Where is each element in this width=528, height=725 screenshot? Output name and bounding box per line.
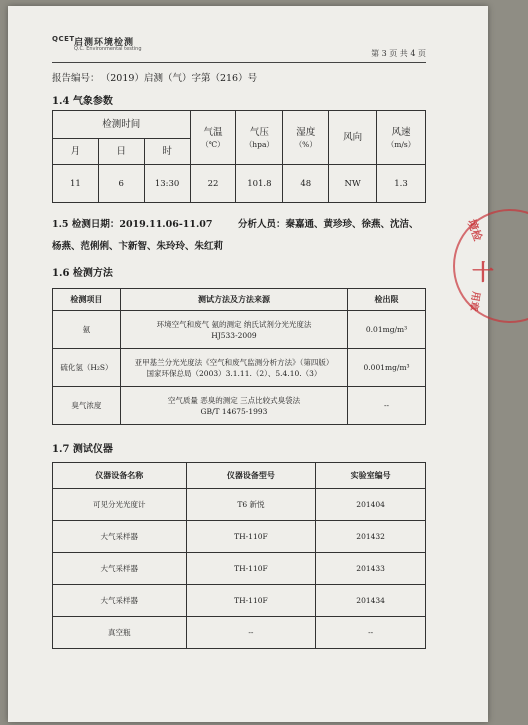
instrument-name: 大气采样器 [53, 553, 187, 585]
page-header [52, 34, 426, 58]
table-row [53, 585, 426, 617]
weather-header-day: 日 [98, 139, 144, 165]
instrument-lab-no: 201434 [316, 585, 426, 617]
logo-text: QCET [52, 35, 75, 43]
instrument-model: T6 新悦 [186, 489, 316, 521]
report-number-label: 报告编号： [52, 73, 100, 84]
method-limit: 0.001mg/m³ [348, 349, 426, 387]
document-page [8, 6, 495, 722]
instruments-header-lab-no: 实验室编号 [316, 463, 426, 489]
company-name-en: Q.C. Environmental testing [74, 46, 142, 52]
weather-header-wind-speed: 风速 （m/s） [377, 111, 426, 165]
table-row [53, 553, 426, 585]
weather-header-pressure: 气压 （hpa） [236, 111, 283, 165]
method-limit: -- [348, 387, 426, 425]
weather-header-time: 检测时间 [53, 111, 191, 139]
page-indicator: 第 3 页 共 4 页 [371, 49, 426, 58]
weather-cell-wind-dir: NW [329, 165, 377, 203]
section-title-methods: 1.6 检测方法 [52, 268, 113, 279]
method-item: 硫化氢（H₂S） [53, 349, 121, 387]
instrument-lab-no: 201433 [316, 553, 426, 585]
table-row [53, 349, 426, 387]
report-number [52, 70, 257, 84]
instruments-header-model: 仪器设备型号 [186, 463, 316, 489]
table-row [53, 387, 426, 425]
weather-header-wind-dir: 风向 [329, 111, 377, 165]
table-row [53, 617, 426, 649]
weather-header-hour: 时 [144, 139, 190, 165]
instrument-model: TH-110F [186, 521, 316, 553]
section-title-instruments: 1.7 测试仪器 [52, 444, 113, 455]
instrument-name: 真空瓶 [53, 617, 187, 649]
weather-header-month: 月 [53, 139, 99, 165]
method-description: 空气质量 恶臭的测定 三点比较式臭袋法 GB/T 14675-1993 [120, 387, 347, 425]
instrument-lab-no: -- [316, 617, 426, 649]
instrument-lab-no: 201432 [316, 521, 426, 553]
weather-cell-humidity: 48 [283, 165, 329, 203]
seal-text: 十 [472, 261, 495, 286]
weather-cell-month: 11 [53, 165, 99, 203]
instrument-name: 可见分光光度计 [53, 489, 187, 521]
instrument-model: -- [186, 617, 316, 649]
weather-header-temp: 气温 （℃） [190, 111, 236, 165]
official-seal [448, 206, 528, 326]
method-limit: 0.01mg/m³ [348, 311, 426, 349]
weather-table [52, 110, 426, 203]
weather-cell-pressure: 101.8 [236, 165, 283, 203]
weather-cell-wind-speed: 1.3 [377, 165, 426, 203]
method-description: 环境空气和废气 氨的测定 纳氏试剂分光光度法 HJ533-2009 [120, 311, 347, 349]
methods-table [52, 288, 426, 425]
section-title-weather: 1.4 气象参数 [52, 96, 113, 107]
weather-header-humidity: 湿度 （%） [283, 111, 329, 165]
instruments-header-name: 仪器设备名称 [53, 463, 187, 489]
method-item: 氨 [53, 311, 121, 349]
weather-cell-temp: 22 [190, 165, 236, 203]
methods-header-limit: 检出限 [348, 289, 426, 311]
seal-text: 用章 [466, 290, 482, 312]
test-dates: 1.5 检测日期：2019.11.06-11.07 [52, 219, 213, 230]
instrument-lab-no: 201404 [316, 489, 426, 521]
analysts-line-1: 分析人员：秦嘉通、黄珍珍、徐燕、沈洁、 [238, 219, 419, 230]
weather-cell-day: 6 [98, 165, 144, 203]
methods-header-method: 测试方法及方法来源 [120, 289, 347, 311]
company-logo [52, 35, 75, 50]
company-name-cn: 启测环境检测 [74, 38, 135, 48]
instrument-model: TH-110F [186, 585, 316, 617]
table-row [53, 311, 426, 349]
instrument-name: 大气采样器 [53, 521, 187, 553]
seal-text: 境检 [464, 217, 485, 243]
table-row [53, 165, 426, 203]
analysts-line-2: 杨燕、范俐俐、卞新智、朱玲玲、朱红莉 [52, 241, 224, 252]
seal-ring [448, 206, 528, 326]
header-divider [52, 62, 426, 63]
table-row [53, 489, 426, 521]
table-row [53, 521, 426, 553]
instrument-name: 大气采样器 [53, 585, 187, 617]
weather-cell-hour: 13:30 [144, 165, 190, 203]
instrument-model: TH-110F [186, 553, 316, 585]
methods-header-item: 检测项目 [53, 289, 121, 311]
method-description: 亚甲基兰分光光度法《空气和废气监测分析方法》（第四版） 国家环保总局（2003）3.1.11.（2）、5.4.10.（3） [120, 349, 347, 387]
method-item: 臭气浓度 [53, 387, 121, 425]
instruments-table [52, 462, 426, 649]
report-number-value: （2019）启测（气）字第（216）号 [105, 73, 258, 84]
